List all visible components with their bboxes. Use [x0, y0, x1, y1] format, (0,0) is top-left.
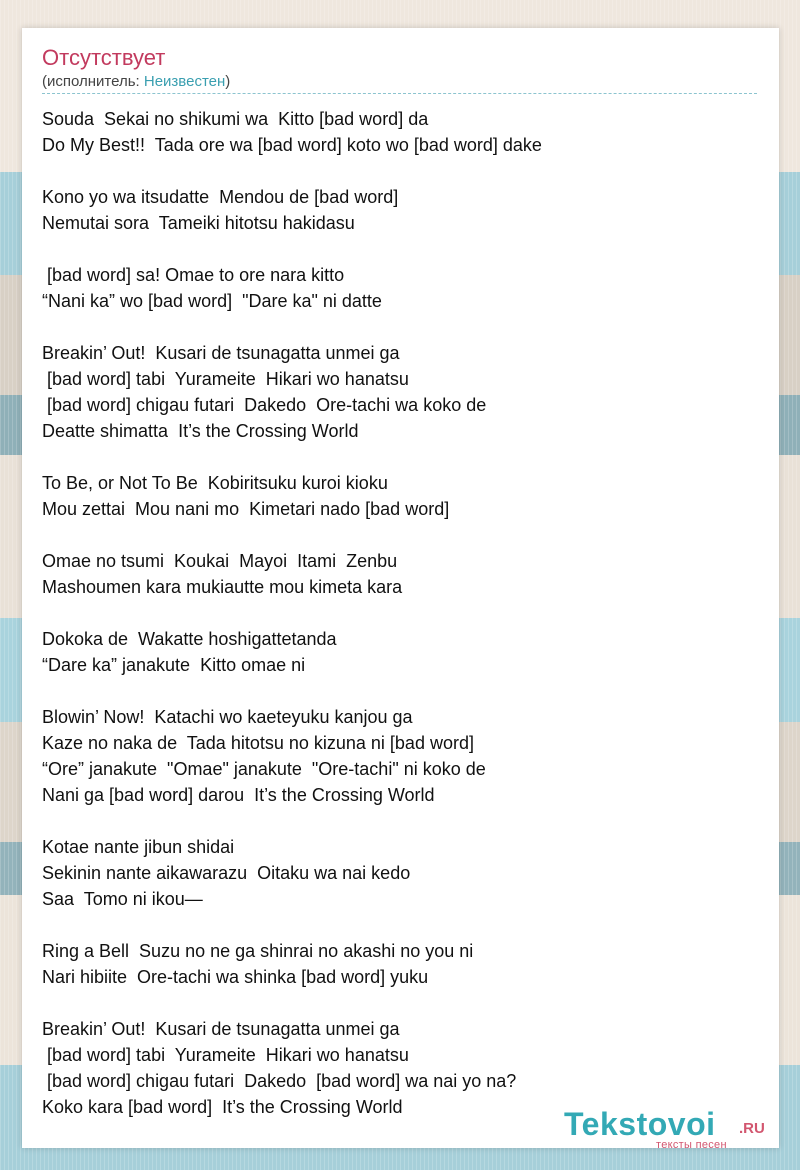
logo-domain: .RU — [739, 1120, 765, 1137]
lyrics-line: Kaze no naka de Tada hitotsu no kizuna ni [bad word] — [42, 733, 474, 753]
lyrics-line: Mou zettai Mou nani mo Kimetari nado [bad word] — [42, 499, 450, 519]
lyrics-line: Breakin’ Out! Kusari de tsunagatta unmei ga — [42, 1019, 400, 1039]
lyrics-line: Souda Sekai no shikumi wa Kitto [bad word] da — [42, 109, 429, 129]
lyrics-line: [bad word] tabi Yurameite Hikari wo hanatsu — [42, 1045, 409, 1065]
lyrics-blank-line — [42, 158, 759, 184]
lyrics-line: Kono yo wa itsudatte Mendou de [bad word] — [42, 187, 399, 207]
lyrics-blank-line — [42, 600, 759, 626]
lyrics-line: [bad word] chigau futari Dakedo Ore-tachi wa koko de — [42, 395, 487, 415]
lyrics-line: Nari hibiite Ore-tachi wa shinka [bad word] yuku — [42, 967, 429, 987]
lyrics-body — [42, 106, 759, 1120]
lyrics-line: Sekinin nante aikawarazu Oitaku wa nai kedo — [42, 863, 411, 883]
lyrics-line: Nemutai sora Tameiki hitotsu hakidasu — [42, 213, 355, 233]
artist-suffix: ) — [225, 73, 231, 90]
lyrics-blank-line — [42, 808, 759, 834]
lyrics-card — [22, 28, 779, 1148]
lyrics-line: Deatte shimatta It’s the Crossing World — [42, 421, 359, 441]
lyrics-blank-line — [42, 522, 759, 548]
lyrics-blank-line — [42, 912, 759, 938]
lyrics-line: Dokoka de Wakatte hoshigattetanda — [42, 629, 337, 649]
logo-subtitle: тексты песен — [656, 1139, 727, 1151]
logo-text: Tekstovoi — [564, 1106, 716, 1142]
lyrics-line: To Be, or Not To Be Kobiritsuku kuroi kioku — [42, 473, 388, 493]
lyrics-blank-line — [42, 314, 759, 340]
site-logo[interactable] — [564, 1106, 769, 1151]
lyrics-line: “Ore” janakute "Omae" janakute "Ore-tachi" ni koko de — [42, 759, 486, 779]
lyrics-line: Saa Tomo ni ikou— — [42, 889, 203, 909]
lyrics-line: “Dare ka” janakute Kitto omae ni — [42, 655, 306, 675]
lyrics-line: [bad word] sa! Omae to ore nara kitto — [42, 265, 345, 285]
lyrics-blank-line — [42, 236, 759, 262]
lyrics-blank-line — [42, 444, 759, 470]
lyrics-line: [bad word] chigau futari Dakedo [bad word] wa nai yo na? — [42, 1071, 517, 1091]
lyrics-line: Do My Best!! Tada ore wa [bad word] koto wo [bad word] dake — [42, 135, 542, 155]
lyrics-line: Omae no tsumi Koukai Mayoi Itami Zenbu — [42, 551, 398, 571]
lyrics-line: [bad word] tabi Yurameite Hikari wo hanatsu — [42, 369, 409, 389]
title-divider — [42, 93, 757, 94]
artist-link[interactable]: Неизвестен — [143, 73, 226, 90]
lyrics-line: Mashoumen kara mukiautte mou kimeta kara — [42, 577, 403, 597]
lyrics-line: Blowin’ Now! Katachi wo kaeteyuku kanjou ga — [42, 707, 413, 727]
lyrics-line: Breakin’ Out! Kusari de tsunagatta unmei ga — [42, 343, 400, 363]
artist-prefix: (исполнитель: — [42, 73, 144, 90]
artist-line — [42, 73, 230, 91]
lyrics-line: Kotae nante jibun shidai — [42, 837, 235, 857]
lyrics-line: “Nani ka” wo [bad word] "Dare ka" ni datte — [42, 291, 382, 311]
lyrics-line: Koko kara [bad word] It’s the Crossing World — [42, 1097, 403, 1117]
lyrics-blank-line — [42, 990, 759, 1016]
lyrics-line: Ring a Bell Suzu no ne ga shinrai no akashi no you ni — [42, 941, 474, 961]
lyrics-line: Nani ga [bad word] darou It’s the Crossing World — [42, 785, 435, 805]
song-title: Отсутствует — [42, 45, 166, 70]
lyrics-blank-line — [42, 678, 759, 704]
